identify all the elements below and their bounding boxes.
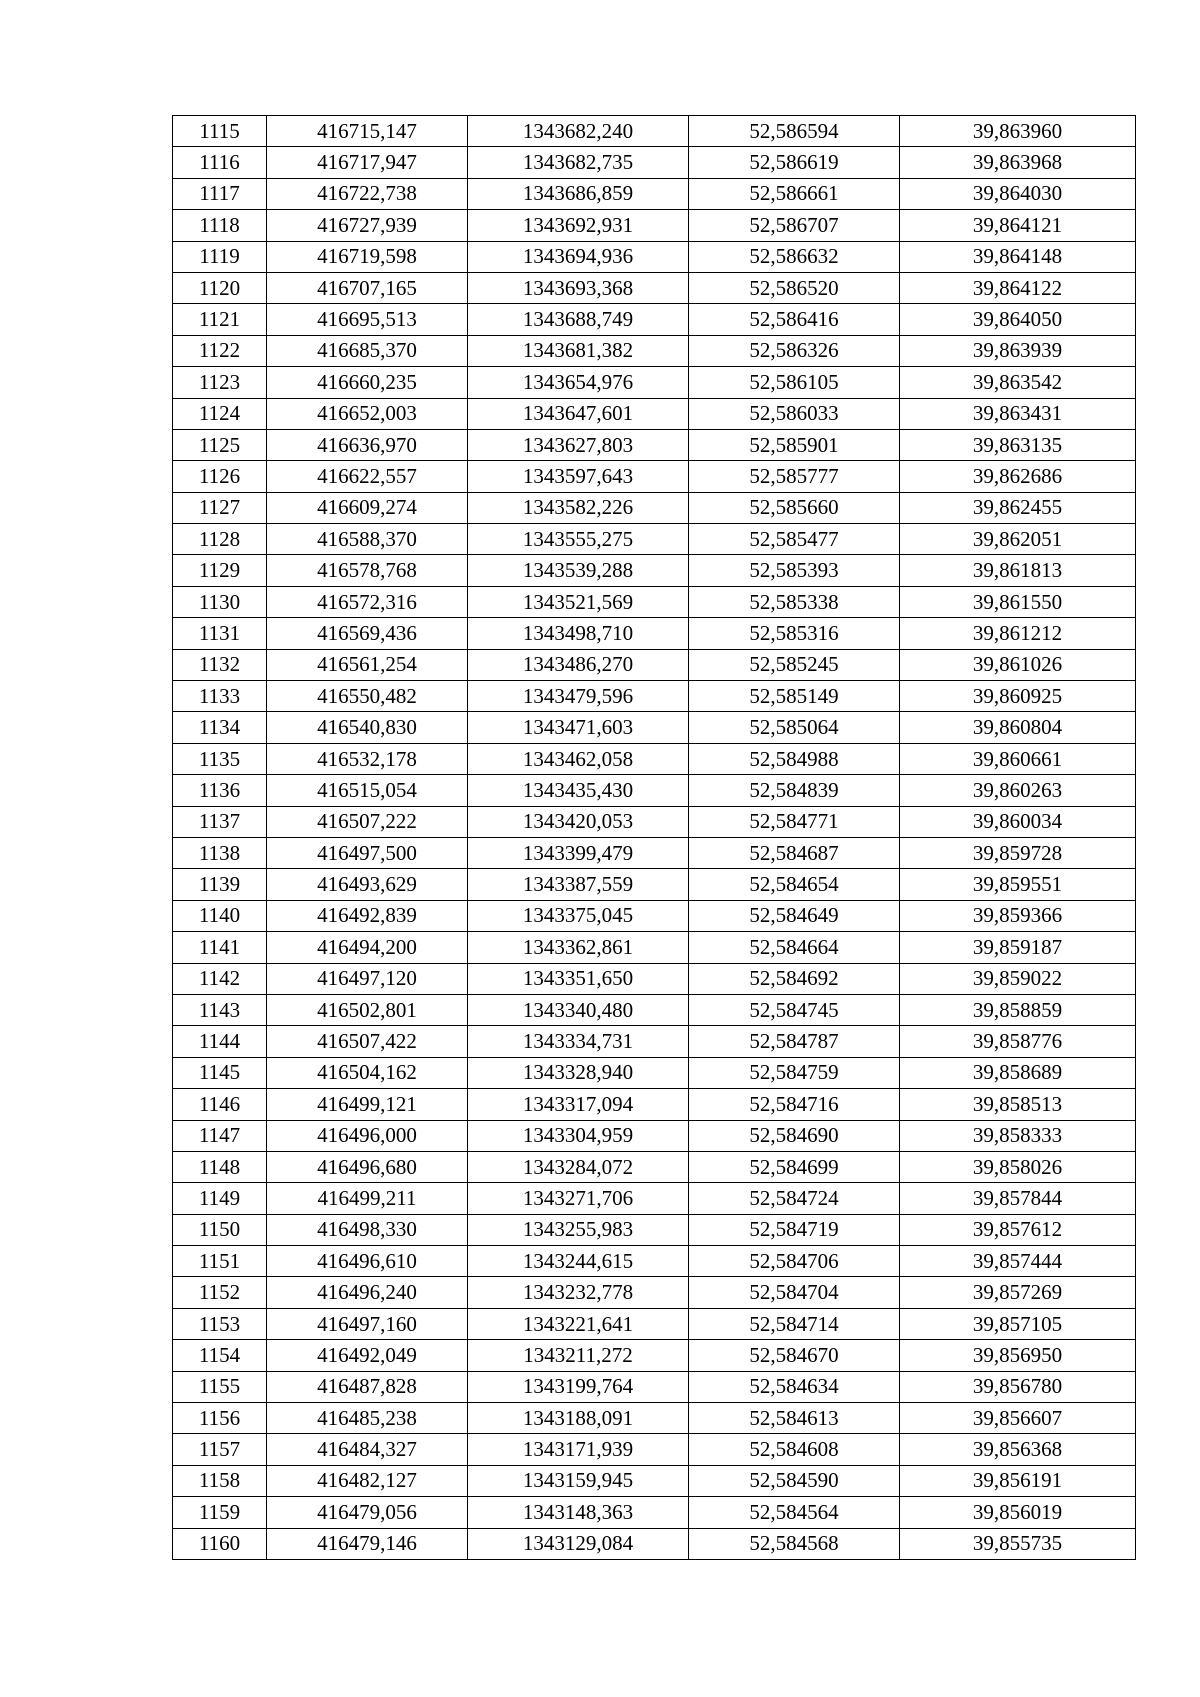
latitude-cell: 52,584839	[689, 775, 900, 806]
longitude-cell: 39,864148	[900, 241, 1136, 272]
latitude-cell: 52,586105	[689, 367, 900, 398]
point-number-cell: 1119	[173, 241, 267, 272]
table-row	[173, 1371, 1136, 1402]
y-coordinate-cell: 1343232,778	[468, 1277, 689, 1308]
x-coordinate-cell: 416496,000	[267, 1120, 468, 1151]
point-number-cell: 1157	[173, 1434, 267, 1465]
x-coordinate-cell: 416652,003	[267, 398, 468, 429]
y-coordinate-cell: 1343693,368	[468, 272, 689, 303]
point-number-cell: 1132	[173, 649, 267, 680]
y-coordinate-cell: 1343334,731	[468, 1026, 689, 1057]
latitude-cell: 52,586033	[689, 398, 900, 429]
longitude-cell: 39,857444	[900, 1246, 1136, 1277]
point-number-cell: 1137	[173, 806, 267, 837]
longitude-cell: 39,864050	[900, 304, 1136, 335]
latitude-cell: 52,585064	[689, 712, 900, 743]
latitude-cell: 52,586619	[689, 147, 900, 178]
table-row	[173, 398, 1136, 429]
table-row	[173, 1246, 1136, 1277]
y-coordinate-cell: 1343159,945	[468, 1465, 689, 1496]
latitude-cell: 52,585393	[689, 555, 900, 586]
longitude-cell: 39,864030	[900, 178, 1136, 209]
point-number-cell: 1130	[173, 586, 267, 617]
x-coordinate-cell: 416722,738	[267, 178, 468, 209]
point-number-cell: 1136	[173, 775, 267, 806]
x-coordinate-cell: 416515,054	[267, 775, 468, 806]
table-row	[173, 775, 1136, 806]
table-row	[173, 555, 1136, 586]
longitude-cell: 39,861550	[900, 586, 1136, 617]
y-coordinate-cell: 1343129,084	[468, 1528, 689, 1559]
latitude-cell: 52,584613	[689, 1403, 900, 1434]
point-number-cell: 1145	[173, 1057, 267, 1088]
point-number-cell: 1133	[173, 681, 267, 712]
longitude-cell: 39,858333	[900, 1120, 1136, 1151]
point-number-cell: 1156	[173, 1403, 267, 1434]
y-coordinate-cell: 1343688,749	[468, 304, 689, 335]
longitude-cell: 39,856368	[900, 1434, 1136, 1465]
table-row	[173, 900, 1136, 931]
x-coordinate-cell: 416502,801	[267, 994, 468, 1025]
table-row	[173, 1497, 1136, 1528]
x-coordinate-cell: 416482,127	[267, 1465, 468, 1496]
x-coordinate-cell: 416497,160	[267, 1308, 468, 1339]
longitude-cell: 39,860925	[900, 681, 1136, 712]
y-coordinate-cell: 1343351,650	[468, 963, 689, 994]
point-number-cell: 1143	[173, 994, 267, 1025]
longitude-cell: 39,860661	[900, 743, 1136, 774]
y-coordinate-cell: 1343399,479	[468, 837, 689, 868]
longitude-cell: 39,857844	[900, 1183, 1136, 1214]
table-row	[173, 335, 1136, 366]
y-coordinate-cell: 1343420,053	[468, 806, 689, 837]
point-number-cell: 1123	[173, 367, 267, 398]
table-row	[173, 524, 1136, 555]
coordinates-table	[172, 115, 1136, 1560]
y-coordinate-cell: 1343692,931	[468, 210, 689, 241]
latitude-cell: 52,584699	[689, 1151, 900, 1182]
longitude-cell: 39,862455	[900, 492, 1136, 523]
x-coordinate-cell: 416507,222	[267, 806, 468, 837]
y-coordinate-cell: 1343654,976	[468, 367, 689, 398]
table-row	[173, 272, 1136, 303]
longitude-cell: 39,858689	[900, 1057, 1136, 1088]
x-coordinate-cell: 416497,120	[267, 963, 468, 994]
point-number-cell: 1121	[173, 304, 267, 335]
table-row	[173, 1183, 1136, 1214]
x-coordinate-cell: 416479,056	[267, 1497, 468, 1528]
table-row	[173, 1465, 1136, 1496]
y-coordinate-cell: 1343148,363	[468, 1497, 689, 1528]
longitude-cell: 39,857612	[900, 1214, 1136, 1245]
x-coordinate-cell: 416507,422	[267, 1026, 468, 1057]
latitude-cell: 52,586707	[689, 210, 900, 241]
latitude-cell: 52,586520	[689, 272, 900, 303]
longitude-cell: 39,860263	[900, 775, 1136, 806]
latitude-cell: 52,584687	[689, 837, 900, 868]
y-coordinate-cell: 1343555,275	[468, 524, 689, 555]
point-number-cell: 1128	[173, 524, 267, 555]
x-coordinate-cell: 416498,330	[267, 1214, 468, 1245]
point-number-cell: 1124	[173, 398, 267, 429]
x-coordinate-cell: 416504,162	[267, 1057, 468, 1088]
point-number-cell: 1115	[173, 116, 267, 147]
longitude-cell: 39,859022	[900, 963, 1136, 994]
x-coordinate-cell: 416578,768	[267, 555, 468, 586]
y-coordinate-cell: 1343682,240	[468, 116, 689, 147]
point-number-cell: 1160	[173, 1528, 267, 1559]
table-row	[173, 1120, 1136, 1151]
x-coordinate-cell: 416550,482	[267, 681, 468, 712]
longitude-cell: 39,861212	[900, 618, 1136, 649]
longitude-cell: 39,859366	[900, 900, 1136, 931]
y-coordinate-cell: 1343647,601	[468, 398, 689, 429]
point-number-cell: 1126	[173, 461, 267, 492]
y-coordinate-cell: 1343694,936	[468, 241, 689, 272]
longitude-cell: 39,862686	[900, 461, 1136, 492]
table-row	[173, 869, 1136, 900]
longitude-cell: 39,863968	[900, 147, 1136, 178]
point-number-cell: 1125	[173, 429, 267, 460]
table-row	[173, 618, 1136, 649]
longitude-cell: 39,856780	[900, 1371, 1136, 1402]
table-row	[173, 304, 1136, 335]
point-number-cell: 1152	[173, 1277, 267, 1308]
table-row	[173, 1434, 1136, 1465]
latitude-cell: 52,584690	[689, 1120, 900, 1151]
table-row	[173, 932, 1136, 963]
table-row	[173, 210, 1136, 241]
y-coordinate-cell: 1343271,706	[468, 1183, 689, 1214]
x-coordinate-cell: 416496,610	[267, 1246, 468, 1277]
longitude-cell: 39,856607	[900, 1403, 1136, 1434]
x-coordinate-cell: 416660,235	[267, 367, 468, 398]
table-row	[173, 806, 1136, 837]
y-coordinate-cell: 1343375,045	[468, 900, 689, 931]
longitude-cell: 39,863939	[900, 335, 1136, 366]
latitude-cell: 52,585901	[689, 429, 900, 460]
table-row	[173, 743, 1136, 774]
x-coordinate-cell: 416561,254	[267, 649, 468, 680]
point-number-cell: 1120	[173, 272, 267, 303]
latitude-cell: 52,584745	[689, 994, 900, 1025]
point-number-cell: 1144	[173, 1026, 267, 1057]
latitude-cell: 52,584649	[689, 900, 900, 931]
y-coordinate-cell: 1343387,559	[468, 869, 689, 900]
latitude-cell: 52,584670	[689, 1340, 900, 1371]
x-coordinate-cell: 416484,327	[267, 1434, 468, 1465]
longitude-cell: 39,861026	[900, 649, 1136, 680]
table-row	[173, 586, 1136, 617]
y-coordinate-cell: 1343627,803	[468, 429, 689, 460]
latitude-cell: 52,584988	[689, 743, 900, 774]
longitude-cell: 39,860804	[900, 712, 1136, 743]
x-coordinate-cell: 416622,557	[267, 461, 468, 492]
y-coordinate-cell: 1343486,270	[468, 649, 689, 680]
table-row	[173, 1308, 1136, 1339]
table-row	[173, 1151, 1136, 1182]
longitude-cell: 39,858776	[900, 1026, 1136, 1057]
latitude-cell: 52,584724	[689, 1183, 900, 1214]
longitude-cell: 39,864121	[900, 210, 1136, 241]
longitude-cell: 39,858859	[900, 994, 1136, 1025]
longitude-cell: 39,864122	[900, 272, 1136, 303]
latitude-cell: 52,584568	[689, 1528, 900, 1559]
y-coordinate-cell: 1343255,983	[468, 1214, 689, 1245]
table-row	[173, 178, 1136, 209]
latitude-cell: 52,585338	[689, 586, 900, 617]
table-row	[173, 649, 1136, 680]
point-number-cell: 1147	[173, 1120, 267, 1151]
latitude-cell: 52,584608	[689, 1434, 900, 1465]
point-number-cell: 1158	[173, 1465, 267, 1496]
table-row	[173, 1089, 1136, 1120]
x-coordinate-cell: 416572,316	[267, 586, 468, 617]
longitude-cell: 39,863431	[900, 398, 1136, 429]
y-coordinate-cell: 1343188,091	[468, 1403, 689, 1434]
point-number-cell: 1135	[173, 743, 267, 774]
y-coordinate-cell: 1343435,430	[468, 775, 689, 806]
latitude-cell: 52,584704	[689, 1277, 900, 1308]
point-number-cell: 1116	[173, 147, 267, 178]
y-coordinate-cell: 1343597,643	[468, 461, 689, 492]
latitude-cell: 52,584692	[689, 963, 900, 994]
latitude-cell: 52,586326	[689, 335, 900, 366]
x-coordinate-cell: 416492,839	[267, 900, 468, 931]
y-coordinate-cell: 1343221,641	[468, 1308, 689, 1339]
x-coordinate-cell: 416695,513	[267, 304, 468, 335]
x-coordinate-cell: 416569,436	[267, 618, 468, 649]
latitude-cell: 52,584714	[689, 1308, 900, 1339]
x-coordinate-cell: 416496,240	[267, 1277, 468, 1308]
y-coordinate-cell: 1343498,710	[468, 618, 689, 649]
point-number-cell: 1150	[173, 1214, 267, 1245]
latitude-cell: 52,585660	[689, 492, 900, 523]
x-coordinate-cell: 416540,830	[267, 712, 468, 743]
point-number-cell: 1148	[173, 1151, 267, 1182]
latitude-cell: 52,585149	[689, 681, 900, 712]
longitude-cell: 39,861813	[900, 555, 1136, 586]
longitude-cell: 39,863542	[900, 367, 1136, 398]
y-coordinate-cell: 1343682,735	[468, 147, 689, 178]
y-coordinate-cell: 1343199,764	[468, 1371, 689, 1402]
point-number-cell: 1141	[173, 932, 267, 963]
x-coordinate-cell: 416707,165	[267, 272, 468, 303]
y-coordinate-cell: 1343284,072	[468, 1151, 689, 1182]
y-coordinate-cell: 1343681,382	[468, 335, 689, 366]
latitude-cell: 52,584634	[689, 1371, 900, 1402]
table-row	[173, 492, 1136, 523]
point-number-cell: 1127	[173, 492, 267, 523]
x-coordinate-cell: 416479,146	[267, 1528, 468, 1559]
y-coordinate-cell: 1343244,615	[468, 1246, 689, 1277]
latitude-cell: 52,584716	[689, 1089, 900, 1120]
longitude-cell: 39,863135	[900, 429, 1136, 460]
longitude-cell: 39,863960	[900, 116, 1136, 147]
table-row	[173, 1277, 1136, 1308]
table-row	[173, 429, 1136, 460]
table-row	[173, 1528, 1136, 1559]
latitude-cell: 52,585477	[689, 524, 900, 555]
x-coordinate-cell: 416532,178	[267, 743, 468, 774]
table-row	[173, 241, 1136, 272]
point-number-cell: 1153	[173, 1308, 267, 1339]
x-coordinate-cell: 416492,049	[267, 1340, 468, 1371]
x-coordinate-cell: 416727,939	[267, 210, 468, 241]
point-number-cell: 1154	[173, 1340, 267, 1371]
y-coordinate-cell: 1343340,480	[468, 994, 689, 1025]
table-row	[173, 1340, 1136, 1371]
x-coordinate-cell: 416497,500	[267, 837, 468, 868]
point-number-cell: 1129	[173, 555, 267, 586]
point-number-cell: 1155	[173, 1371, 267, 1402]
point-number-cell: 1117	[173, 178, 267, 209]
longitude-cell: 39,862051	[900, 524, 1136, 555]
latitude-cell: 52,586661	[689, 178, 900, 209]
x-coordinate-cell: 416485,238	[267, 1403, 468, 1434]
longitude-cell: 39,858513	[900, 1089, 1136, 1120]
coordinates-table-body	[173, 116, 1136, 1560]
x-coordinate-cell: 416636,970	[267, 429, 468, 460]
table-row	[173, 461, 1136, 492]
y-coordinate-cell: 1343686,859	[468, 178, 689, 209]
point-number-cell: 1146	[173, 1089, 267, 1120]
x-coordinate-cell: 416499,211	[267, 1183, 468, 1214]
longitude-cell: 39,859728	[900, 837, 1136, 868]
table-row	[173, 963, 1136, 994]
point-number-cell: 1159	[173, 1497, 267, 1528]
x-coordinate-cell: 416715,147	[267, 116, 468, 147]
x-coordinate-cell: 416685,370	[267, 335, 468, 366]
latitude-cell: 52,585245	[689, 649, 900, 680]
table-row	[173, 1057, 1136, 1088]
y-coordinate-cell: 1343304,959	[468, 1120, 689, 1151]
latitude-cell: 52,584706	[689, 1246, 900, 1277]
longitude-cell: 39,855735	[900, 1528, 1136, 1559]
point-number-cell: 1122	[173, 335, 267, 366]
y-coordinate-cell: 1343539,288	[468, 555, 689, 586]
y-coordinate-cell: 1343328,940	[468, 1057, 689, 1088]
point-number-cell: 1142	[173, 963, 267, 994]
y-coordinate-cell: 1343211,272	[468, 1340, 689, 1371]
y-coordinate-cell: 1343462,058	[468, 743, 689, 774]
latitude-cell: 52,586594	[689, 116, 900, 147]
x-coordinate-cell: 416499,121	[267, 1089, 468, 1120]
latitude-cell: 52,584719	[689, 1214, 900, 1245]
x-coordinate-cell: 416493,629	[267, 869, 468, 900]
x-coordinate-cell: 416588,370	[267, 524, 468, 555]
x-coordinate-cell: 416719,598	[267, 241, 468, 272]
longitude-cell: 39,858026	[900, 1151, 1136, 1182]
latitude-cell: 52,584759	[689, 1057, 900, 1088]
x-coordinate-cell: 416496,680	[267, 1151, 468, 1182]
latitude-cell: 52,584564	[689, 1497, 900, 1528]
table-row	[173, 712, 1136, 743]
point-number-cell: 1138	[173, 837, 267, 868]
table-row	[173, 994, 1136, 1025]
y-coordinate-cell: 1343362,861	[468, 932, 689, 963]
table-row	[173, 367, 1136, 398]
x-coordinate-cell: 416487,828	[267, 1371, 468, 1402]
longitude-cell: 39,856019	[900, 1497, 1136, 1528]
y-coordinate-cell: 1343317,094	[468, 1089, 689, 1120]
longitude-cell: 39,857105	[900, 1308, 1136, 1339]
latitude-cell: 52,584787	[689, 1026, 900, 1057]
longitude-cell: 39,857269	[900, 1277, 1136, 1308]
y-coordinate-cell: 1343471,603	[468, 712, 689, 743]
latitude-cell: 52,585316	[689, 618, 900, 649]
longitude-cell: 39,859551	[900, 869, 1136, 900]
table-row	[173, 1026, 1136, 1057]
latitude-cell: 52,584664	[689, 932, 900, 963]
point-number-cell: 1118	[173, 210, 267, 241]
point-number-cell: 1140	[173, 900, 267, 931]
y-coordinate-cell: 1343582,226	[468, 492, 689, 523]
latitude-cell: 52,585777	[689, 461, 900, 492]
longitude-cell: 39,856950	[900, 1340, 1136, 1371]
point-number-cell: 1134	[173, 712, 267, 743]
table-row	[173, 1403, 1136, 1434]
latitude-cell: 52,584590	[689, 1465, 900, 1496]
table-row	[173, 681, 1136, 712]
latitude-cell: 52,584654	[689, 869, 900, 900]
y-coordinate-cell: 1343171,939	[468, 1434, 689, 1465]
point-number-cell: 1139	[173, 869, 267, 900]
x-coordinate-cell: 416494,200	[267, 932, 468, 963]
table-row	[173, 1214, 1136, 1245]
latitude-cell: 52,584771	[689, 806, 900, 837]
y-coordinate-cell: 1343479,596	[468, 681, 689, 712]
table-row	[173, 147, 1136, 178]
longitude-cell: 39,856191	[900, 1465, 1136, 1496]
point-number-cell: 1149	[173, 1183, 267, 1214]
y-coordinate-cell: 1343521,569	[468, 586, 689, 617]
point-number-cell: 1151	[173, 1246, 267, 1277]
latitude-cell: 52,586632	[689, 241, 900, 272]
longitude-cell: 39,860034	[900, 806, 1136, 837]
x-coordinate-cell: 416609,274	[267, 492, 468, 523]
table-row	[173, 116, 1136, 147]
longitude-cell: 39,859187	[900, 932, 1136, 963]
latitude-cell: 52,586416	[689, 304, 900, 335]
table-row	[173, 837, 1136, 868]
point-number-cell: 1131	[173, 618, 267, 649]
x-coordinate-cell: 416717,947	[267, 147, 468, 178]
